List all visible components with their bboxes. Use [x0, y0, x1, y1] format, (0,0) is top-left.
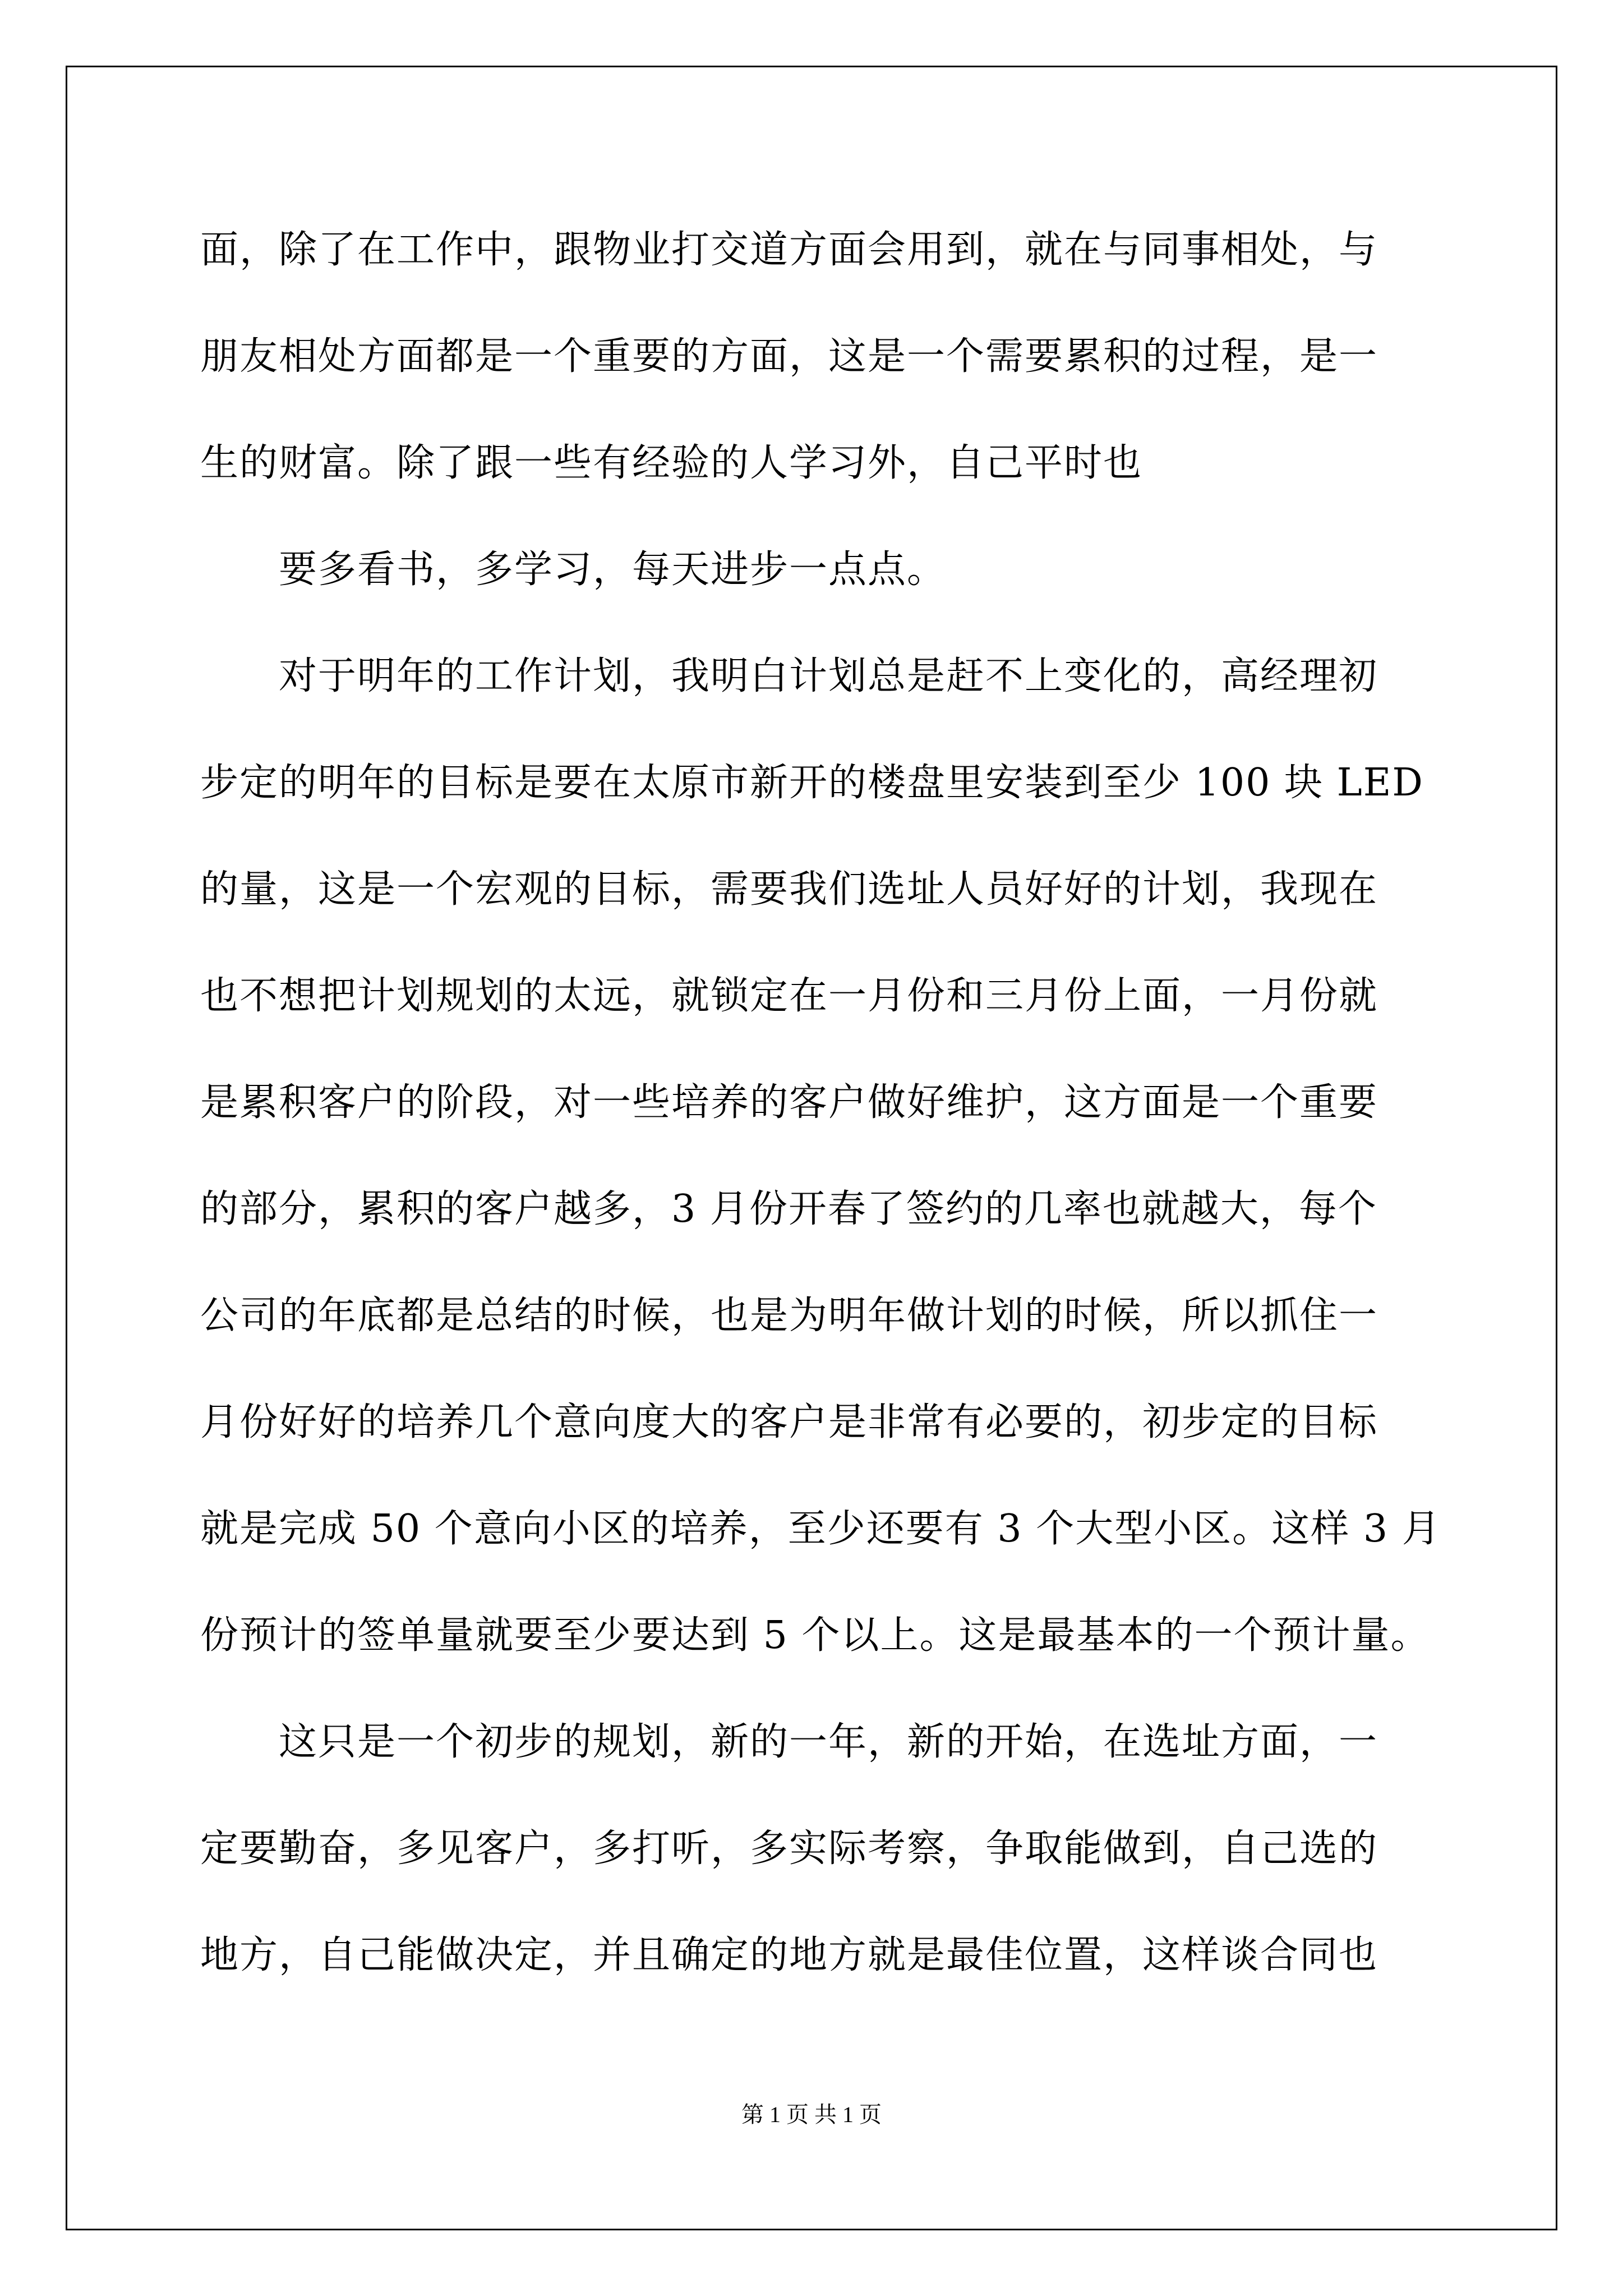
text-line: 就是完成 50 个意向小区的培养，至少还要有 3 个大型小区。这样 3 月 [200, 1507, 1441, 1551]
text-line: 也不想把计划规划的太远，就锁定在一月份和三月份上面，一月份就 [200, 974, 1378, 1018]
text-line: 面，除了在工作中，跟物业打交道方面会用到，就在与同事相处，与 [200, 228, 1378, 272]
paragraph-line: 这只是一个初步的规划，新的一年，新的开始，在选址方面，一 [279, 1720, 1378, 1764]
text-line: 定要勤奋，多见客户，多打听，多实际考察，争取能做到，自己选的 [200, 1826, 1378, 1871]
text-line: 公司的年底都是总结的时候，也是为明年做计划的时候，所以抓住一 [200, 1294, 1378, 1338]
text-line: 月份好好的培养几个意向度大的客户是非常有必要的，初步定的目标 [200, 1400, 1378, 1444]
text-line: 的量，这是一个宏观的目标，需要我们选址人员好好的计划，我现在 [200, 867, 1378, 912]
text-line: 生的财富。除了跟一些有经验的人学习外，自己平时也 [200, 441, 1143, 485]
text-line: 朋友相处方面都是一个重要的方面，这是一个需要累积的过程，是一 [200, 334, 1378, 379]
paragraph-line: 要多看书，多学习，每天进步一点点。 [279, 547, 947, 592]
text-line: 是累积客户的阶段，对一些培养的客户做好维护，这方面是一个重要 [200, 1080, 1378, 1125]
paragraph-line: 对于明年的工作计划，我明白计划总是赶不上变化的，高经理初 [279, 654, 1378, 698]
text-line: 的部分，累积的客户越多，3 月份开春了签约的几率也就越大，每个 [200, 1187, 1377, 1231]
text-line: 地方，自己能做决定，并且确定的地方就是最佳位置，这样谈合同也 [200, 1933, 1378, 1977]
page-number-footer: 第 1 页 共 1 页 [741, 2102, 882, 2127]
text-line: 份预计的签单量就要至少要达到 5 个以上。这是最基本的一个预计量。 [200, 1613, 1430, 1658]
text-line: 步定的明年的目标是要在太原市新开的楼盘里安装到至少 100 块 LED [200, 761, 1424, 805]
